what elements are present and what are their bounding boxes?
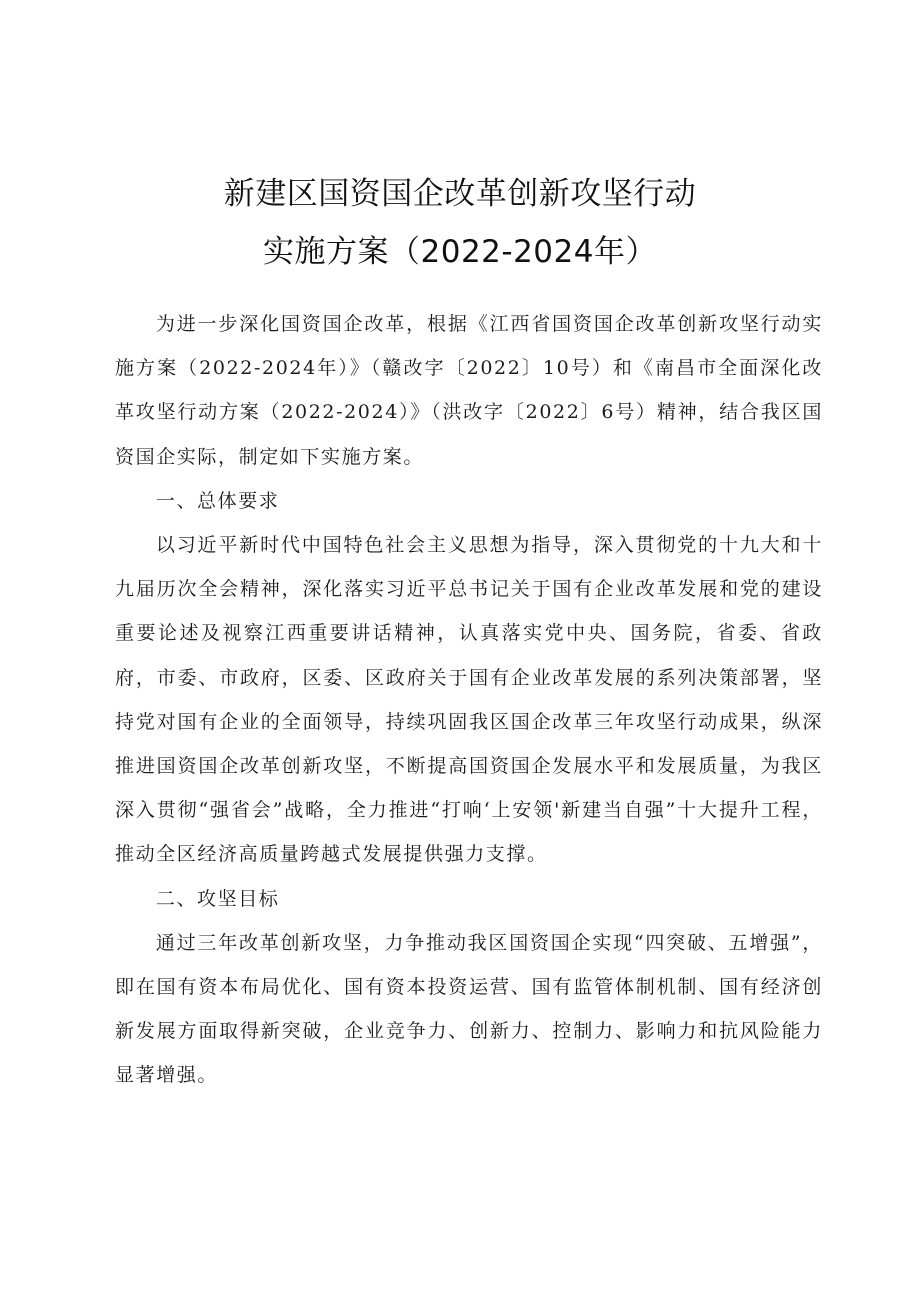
section-heading-general-requirements: 一、总体要求 (155, 489, 280, 512)
section-heading-goals: 二、攻坚目标 (155, 887, 280, 910)
document-title-line-1: 新建区国资国企改革创新攻坚行动 (223, 176, 697, 212)
document-title-line-2: 实施方案（2022-2024年） (263, 234, 657, 270)
document-body (115, 302, 823, 1098)
general-requirements-paragraph: 以习近平新时代中国特色社会主义思想为指导，深入贯彻党的十九大和十九届历次全会精神，深化落实习近平总书记关于国有企业改革发展和党的建设重要论述及视察江西重要讲话精神，认真落实党中央、国务院，省委、省政府，市委、市政府，区委、区政府关于国有企业改革发展的系列决策部署，坚持党对国有企业的全面领导，持续巩固我区国企改革三年攻坚行动成果，纵深推进国资国企改革创新攻坚，不断提高国资国企发展水平和发展质量，为我区深入贯彻“强省会”战略，全力推进“打响‘上安领'新建当自强”十大提升工程，推动全区经济高质量跨越式发展提供强力支撑。 (115, 534, 823, 866)
goals-paragraph: 通过三年改革创新攻坚，力争推动我区国资国企实现“四突破、五增强”，即在国有资本布局优化、国有资本投资运营、国有监管体制机制、国有经济创新发展方面取得新突破，企业竞争力、创新力、控制力、影响力和抗风险能力显著增强。 (115, 931, 823, 1087)
intro-paragraph: 为进一步深化国资国企改革，根据《江西省国资国企改革创新攻坚行动实施方案（2022-2024年）》（赣改字〔2022〕10号）和《南昌市全面深化改革攻坚行动方案（2022-2024）》（洪改字〔2022〕6号）精神，结合我区国资国企实际，制定如下实施方案。 (115, 313, 823, 468)
